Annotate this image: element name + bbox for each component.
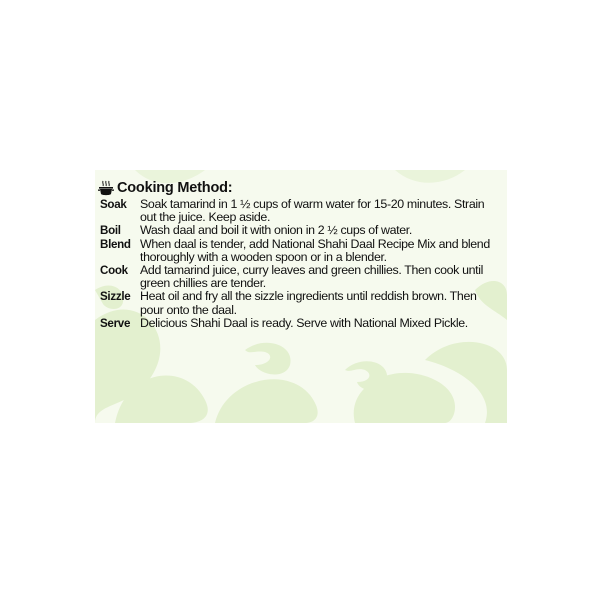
cooking-method-heading xyxy=(95,178,507,198)
step-label: Sizzle xyxy=(100,290,131,304)
step-text: Heat oil and fry all the sizzle ingredients until reddish brown. Then pour onto the daal. xyxy=(140,289,477,317)
step-sizzle xyxy=(95,290,507,316)
cooking-pot-icon xyxy=(98,180,114,196)
step-serve xyxy=(95,317,507,330)
step-text: Wash daal and boil it with onion in 2 ½ cups of water. xyxy=(140,223,412,238)
step-label: Soak xyxy=(100,198,127,211)
step-text: Soak tamarind in 1 ½ cups of warm water for 15-20 minutes. Strain out the juice. Keep aside. xyxy=(140,197,485,225)
step-text: Delicious Shahi Daal is ready. Serve with National Mixed Pickle. xyxy=(140,315,468,330)
step-text: Add tamarind juice, curry leaves and green chillies. Then cook until green chillies are tender. xyxy=(140,263,484,291)
recipe-panel xyxy=(95,170,507,423)
step-cook xyxy=(95,264,507,290)
step-text: When daal is tender, add National Shahi Daal Recipe Mix and blend thoroughly with a wooden spoon or in a blender. xyxy=(140,236,490,264)
step-soak xyxy=(95,198,507,224)
step-label: Blend xyxy=(100,237,131,251)
step-blend xyxy=(95,238,507,264)
step-label: Cook xyxy=(100,264,128,278)
step-label: Boil xyxy=(100,224,121,238)
step-label: Serve xyxy=(100,316,131,330)
step-boil xyxy=(95,224,507,237)
section-title: Cooking Method: xyxy=(117,180,233,196)
cooking-method-section xyxy=(95,178,507,330)
